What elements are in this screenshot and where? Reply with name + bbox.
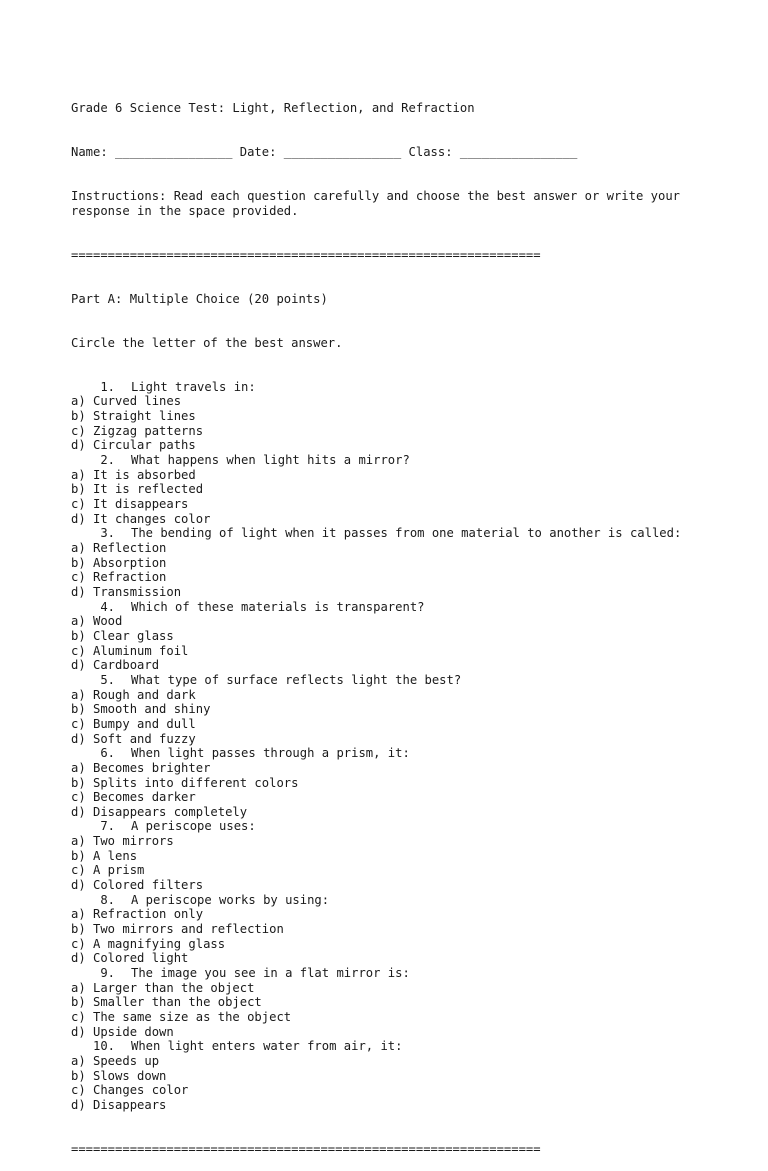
question-line <box>71 673 711 688</box>
answer-option[interactable]: c) Becomes darker <box>71 790 196 805</box>
divider-top: ================================================================ <box>71 247 541 262</box>
question-number: 2. <box>100 453 115 468</box>
question-number: 1. <box>100 379 115 394</box>
question-line <box>71 893 711 908</box>
question-line <box>71 819 711 834</box>
answer-option[interactable]: b) Straight lines <box>71 409 196 424</box>
answer-option[interactable]: c) Changes color <box>71 1083 189 1098</box>
answer-option[interactable]: c) A prism <box>71 863 145 878</box>
answer-option[interactable]: d) It changes color <box>71 511 211 526</box>
question-text: The bending of light when it passes from one material to another is called: <box>131 526 682 541</box>
question-item <box>71 1039 711 1112</box>
answer-option[interactable]: a) Becomes brighter <box>71 760 211 775</box>
answer-option[interactable]: c) The same size as the object <box>71 1010 292 1024</box>
answer-option[interactable]: d) Upside down <box>71 1024 174 1039</box>
question-number: 3. <box>100 526 115 541</box>
question-text: Which of these materials is transparent? <box>131 599 425 614</box>
answer-option[interactable]: d) Colored filters <box>71 878 204 893</box>
answer-option[interactable]: c) Bumpy and dull <box>71 716 196 731</box>
question-text: The image you see in a flat mirror is: <box>131 966 410 981</box>
answer-option[interactable]: a) Refraction only <box>71 907 204 922</box>
question-number: 10. <box>92 1039 115 1054</box>
name-date-class-fields: Name: ________________ Date: ________________ Class: ________________ <box>71 145 578 160</box>
question-number: 9. <box>100 966 115 981</box>
question-item <box>71 673 711 746</box>
question-text: Light travels in: <box>131 379 256 394</box>
answer-option[interactable]: b) It is reflected <box>71 482 204 497</box>
question-number: 4. <box>100 599 115 614</box>
answer-option[interactable]: d) Disappears completely <box>71 804 248 819</box>
answer-option[interactable]: b) Slows down <box>71 1068 167 1083</box>
answer-option[interactable]: a) Speeds up <box>71 1053 160 1068</box>
question-line <box>71 1039 711 1054</box>
answer-option[interactable]: b) Clear glass <box>71 628 174 643</box>
answer-option[interactable]: d) Colored light <box>71 951 189 966</box>
question-number: 7. <box>100 819 115 834</box>
question-line <box>71 526 711 541</box>
answer-option[interactable]: b) Smooth and shiny <box>71 702 211 717</box>
question-item <box>71 746 711 819</box>
answer-option[interactable]: a) Wood <box>71 614 123 629</box>
part-a-heading: Part A: Multiple Choice (20 points) <box>71 291 328 306</box>
question-line <box>71 600 711 615</box>
answer-option[interactable]: b) Smaller than the object <box>71 995 262 1010</box>
question-list <box>71 380 711 1113</box>
answer-option[interactable]: b) Absorption <box>71 555 167 570</box>
question-number: 8. <box>100 892 115 907</box>
answer-option[interactable]: d) Circular paths <box>71 438 196 453</box>
answer-option[interactable]: a) Rough and dark <box>71 687 196 702</box>
question-text: A periscope works by using: <box>131 892 330 907</box>
answer-option[interactable]: a) Curved lines <box>71 394 182 409</box>
question-item <box>71 600 711 673</box>
question-item <box>71 966 711 1039</box>
test-document <box>71 72 711 1171</box>
answer-option[interactable]: c) It disappears <box>71 497 189 512</box>
answer-option[interactable]: c) Zigzag patterns <box>71 423 204 438</box>
question-item <box>71 526 711 599</box>
answer-option[interactable]: b) Two mirrors and reflection <box>71 922 284 937</box>
question-text: What happens when light hits a mirror? <box>131 453 410 468</box>
answer-option[interactable]: a) Reflection <box>71 541 167 555</box>
answer-option[interactable]: b) Splits into different colors <box>71 775 299 790</box>
part-a-direction: Circle the letter of the best answer. <box>71 335 343 350</box>
answer-option[interactable]: c) A magnifying glass <box>71 936 226 951</box>
question-item <box>71 380 711 453</box>
question-text: A periscope uses: <box>131 819 256 834</box>
answer-option[interactable]: a) Two mirrors <box>71 834 174 849</box>
question-number: 5. <box>100 672 115 687</box>
question-item <box>71 819 711 892</box>
question-text: When light passes through a prism, it: <box>131 746 410 761</box>
answer-option[interactable]: d) Disappears <box>71 1097 167 1112</box>
question-line <box>71 380 711 395</box>
question-line <box>71 453 711 468</box>
answer-option[interactable]: c) Refraction <box>71 570 167 585</box>
question-text: What type of surface reflects light the best? <box>131 672 462 687</box>
question-item <box>71 453 711 526</box>
question-text: When light enters water from air, it: <box>131 1039 403 1054</box>
question-line <box>71 966 711 981</box>
answer-option[interactable]: d) Cardboard <box>71 658 160 673</box>
question-number: 6. <box>100 746 115 761</box>
answer-option[interactable]: d) Soft and fuzzy <box>71 731 196 746</box>
divider-bottom: ================================================================ <box>71 1141 541 1156</box>
answer-option[interactable]: a) Larger than the object <box>71 980 255 995</box>
answer-option[interactable]: d) Transmission <box>71 584 182 599</box>
answer-option[interactable]: a) It is absorbed <box>71 467 196 482</box>
question-line <box>71 746 711 761</box>
answer-option[interactable]: b) A lens <box>71 848 138 863</box>
test-title: Grade 6 Science Test: Light, Reflection, and Refraction <box>71 101 475 116</box>
answer-option[interactable]: c) Aluminum foil <box>71 643 189 658</box>
instructions: Instructions: Read each question carefully and choose the best answer or write your response in the space provided. <box>71 189 688 218</box>
question-item <box>71 893 711 966</box>
